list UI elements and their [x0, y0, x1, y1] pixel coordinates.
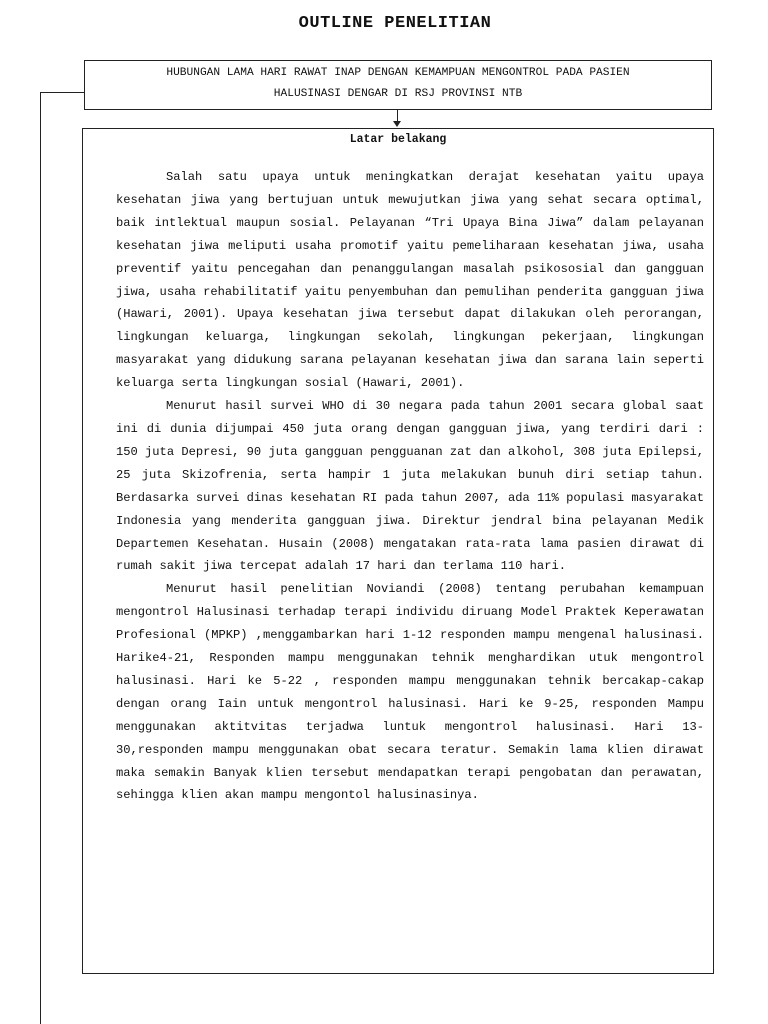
section-heading: Latar belakang: [349, 133, 447, 146]
background-section-box: [82, 128, 714, 974]
paragraph: Salah satu upaya untuk meningkatkan derajat kesehatan yaitu upaya kesehatan jiwa yang bertujuan untuk mewujutkan jiwa yang sehat secara optimal, baik intlektual maupun sosial. Pelayanan “Tri Upaya Bina Jiwa” dalam pelayanan kesehatan jiwa meliputi usaha promotif yaitu pemeliharaan kesehatan jiwa, usaha preventif yaitu pencegahan dan penanggulangan masalah psikososial dan gangguan jiwa, usaha rehabilitatif yaitu penyembuhan dan pemulihan penderita gangguan jiwa (Hawari, 2001). Upaya kesehatan jiwa tersebut dapat dilakukan oleh perorangan, lingkungan keluarga, lingkungan sekolah, lingkungan pekerjaan, lingkungan masyarakat yang didukung sarana pelayanan kesehatan jiwa dan sarana lain seperti keluarga serta lingkungan sosial (Hawari, 2001).: [116, 170, 704, 391]
research-title-line-1: HUBUNGAN LAMA HARI RAWAT INAP DENGAN KEMAMPUAN MENGONTROL PADA PASIEN: [166, 67, 630, 79]
paragraph: Menurut hasil survei WHO di 30 negara pada tahun 2001 secara global saat ini di dunia dijumpai 450 juta orang dengan gangguan jiwa, yang terdiri dari : 150 juta Depresi, 90 juta gangguan pengguanan zat dan alkohol, 308 juta Epilepsi, 25 juta Skizofrenia, serta hampir 1 juta melakukan bunuh diri setiap tahun. Berdasarka survei dinas kesehatan RI pada tahun 2007, ada 11% populasi masyarakat Indonesia yang menderita gangguan jiwa. Direktur jendral bina pelayanan Medik Departemen Kesehatan. Husain (2008) mengatakan rata-rata lama pasien dirawat di rumah sakit jiwa tercepat adalah 17 hari dan terlama 110 hari.: [116, 399, 704, 574]
section-body: [116, 166, 704, 807]
flow-connector-vertical: [40, 92, 41, 1024]
flow-connector-horizontal: [40, 92, 84, 93]
page-title: OUTLINE PENELITIAN: [298, 14, 492, 33]
research-title-box: [84, 60, 712, 110]
arrow-down-icon: [393, 121, 401, 127]
research-title-line-2: HALUSINASI DENGAR DI RSJ PROVINSI NTB: [273, 88, 523, 100]
paragraph: Menurut hasil penelitian Noviandi (2008) tentang perubahan kemampuan mengontrol Halusinasi terhadap terapi individu diruang Model Praktek Keperawatan Profesional (MPKP) ,menggambarkan hari 1-12 responden mampu mengenal halusinasi. Harike4-21, Responden mampu menggunakan tehnik menghardikan utuk mengontrol halusinasi. Hari ke 5-22 , responden mampu menggunakan tehnik bercakap-cakap dengan orang Iain untuk mengontrol halusinasi. Hari ke 9-25, responden Mampu menggunakan aktitvitas terjadwa luntuk mengontrol halusinasi. Hari 13-30,responden mampu menggunakan obat secara teratur. Semakin lama klien dirawat maka semakin Banyak klien tersebut mendapatkan terapi pengobatan dan perawatan, sehingga klien akan mampu mengontol halusinasinya.: [116, 582, 704, 803]
